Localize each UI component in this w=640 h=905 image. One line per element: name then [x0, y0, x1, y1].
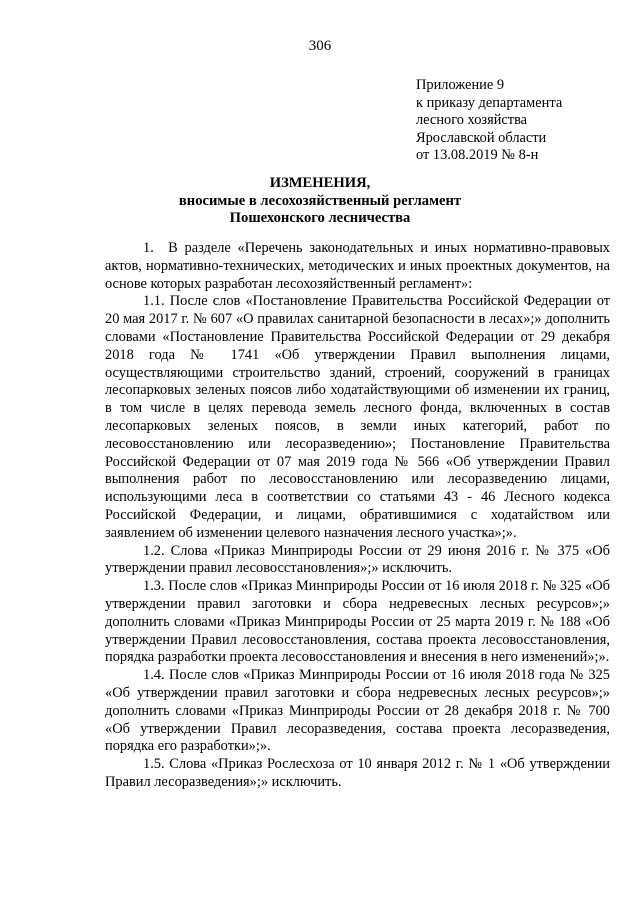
document-body — [105, 240, 610, 792]
title-line: Пошехонского лесничества — [229, 210, 411, 226]
appendix-line: к приказу департамента — [416, 94, 563, 111]
paragraph: 1.2. Слова «Приказ Минприроды России от 29 июня 2016 г. № 375 «Об утверждении правил лесовосстановления»;» исключить. — [105, 542, 610, 577]
paragraph: 1.5. Слова «Приказ Рослесхоза от 10 января 2012 г. № 1 «Об утверждении Правил лесоразведения»;» исключить. — [105, 756, 610, 790]
appendix-line: Ярославской области — [416, 129, 547, 146]
title-line: ИЗМЕНЕНИЯ, — [269, 175, 371, 191]
paragraph: 1.1. После слов «Постановление Правительства Российской Федерации от 20 мая 2017 г. № 607 «О правилах санитарной безопасности в лесах»;» дополнить словами «Постановление Правительства Российской Федерации от 29 декабря 2018 года № 1741 «Об утверждении Правил выполнения лицами, осуществляющими строительство зданий, строений, сооружений в границах лесопарковых зеленых поясов либо ходатайствующими об изменении их границ, в том числе в целях перевода земель лесного фонда, включенных в состав лесопарковых зеленых поясов, в земли иных категорий, работ по лесовосстановлению или лесоразведению»; Постановление Правительства Российской Федерации от 07 мая 2019 года № 566 «Об утверждении Правил выполнения работ по лесовосстановлению или лесоразведению лицами, использующими леса в соответствии со статьями 43 - 46 Лесного кодекса Российской Федерации, и лицами, обратившимися с ходатайством или заявлением об изменении целевого назначения лесного участка»;». — [105, 293, 610, 541]
appendix-line: от 13.08.2019 № 8-н — [416, 147, 539, 163]
appendix-block — [416, 77, 562, 165]
appendix-line: Приложение 9 — [416, 77, 505, 93]
title-line: вносимые в лесохозяйственный регламент — [178, 192, 462, 209]
paragraph: 1.4. После слов «Приказ Минприроды России от 16 июля 2018 года № 325 «Об утверждении правил заготовки и сбора недревесных лесных ресурсов»;» дополнить словами «Приказ Минприроды России от 28 декабря 2018 г. № 700 «Об утверждении Правил лесоразведения, состава проекта лесоразведения, порядка его разработки»;». — [105, 667, 610, 755]
document-title — [0, 175, 640, 228]
paragraph: 1.3. После слов «Приказ Минприроды России от 16 июля 2018 г. № 325 «Об утверждении правил заготовки и сбора недревесных лесных ресурсов»;» дополнить словами «Приказ Минприроды России от 25 марта 2019 г. № 188 «Об утверждении Правил лесовосстановления, состава проекта лесовосстановления, порядка разработки проекта лесовосстановления и внесения в него изменений»;». — [105, 578, 610, 666]
appendix-line: лесного хозяйства — [416, 112, 528, 128]
page-number: 306 — [308, 38, 332, 54]
paragraph: 1. В разделе «Перечень законодательных и иных нормативно-правовых актов, нормативно-технических, методических и иных проектных документов, на основе которых разработан лесохозяйственный регламент»: — [105, 240, 610, 292]
